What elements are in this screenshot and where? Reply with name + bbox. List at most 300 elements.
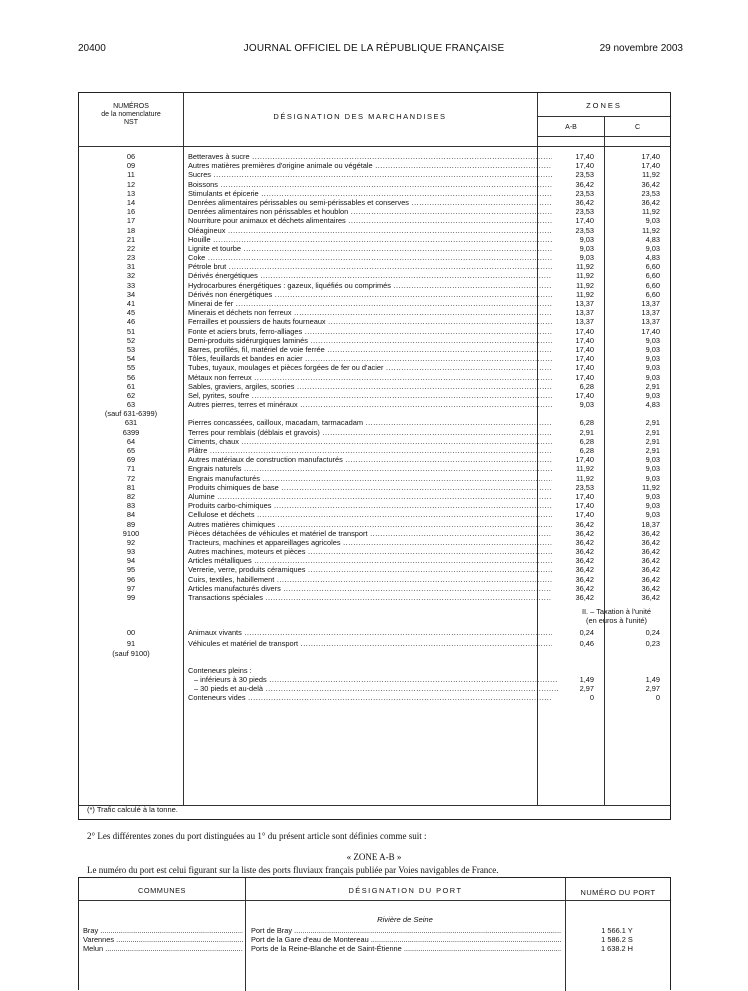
rate-zone-ab: 9,03: [579, 234, 594, 244]
rate-zone-c: 9,03: [645, 491, 660, 501]
port-designation: Port de la Gare d'eau de Montereau .....: [251, 935, 561, 944]
rate-zone-ab: 6,28: [579, 381, 594, 391]
rate-zone-c: 17,40: [641, 161, 660, 171]
tariff-row: [79, 308, 670, 317]
rate-zone-ab: 11,92: [576, 289, 594, 299]
nst-code: 22: [126, 243, 136, 253]
nst-code: (sauf 9100): [112, 648, 150, 658]
tariff-row: [79, 391, 670, 400]
nst-code: 83: [126, 501, 136, 511]
rate-zone-c: 9,03: [645, 372, 660, 382]
rate-zone-ab: 17,40: [575, 161, 594, 171]
rate-zone-ab: 0,24: [579, 628, 594, 638]
rate-zone-c: 9,03: [645, 335, 660, 345]
tariff-row: [79, 336, 670, 345]
nst-code: 34: [126, 289, 136, 299]
tariff-row: [79, 161, 670, 170]
goods-designation: Autres matières premières d'origine animale ou végétale .....: [188, 161, 552, 170]
tariff-row: [79, 189, 670, 198]
tariff-row: [79, 538, 670, 547]
nst-code: 631: [124, 418, 138, 428]
tariff-row: [79, 235, 670, 244]
tariff-row: [79, 400, 670, 409]
goods-designation: – inférieurs à 30 pieds .....: [188, 675, 558, 684]
nst-code: 17: [126, 216, 136, 226]
goods-designation: Minerai de fer .....: [188, 299, 552, 308]
rate-zone-c: 6,60: [645, 271, 660, 281]
rate-zone-ab: 11,92: [576, 464, 594, 474]
tariff-row: [79, 510, 670, 519]
goods-designation: Nourriture pour animaux et déchets alimentaires .....: [188, 216, 552, 225]
nst-code: 6399: [122, 427, 140, 437]
tariff-row: [79, 244, 670, 253]
tariff-row: [79, 639, 670, 648]
header-divider: [79, 146, 670, 147]
footnote: (*) Trafic calculé à la tonne.: [87, 805, 178, 814]
tariff-row: [79, 556, 670, 565]
nst-code: 18: [126, 225, 136, 235]
rate-zone-ab: 17,40: [575, 326, 594, 336]
nst-code: 13: [126, 188, 136, 198]
tariff-row: [79, 216, 670, 225]
rate-zone-ab: 36,42: [575, 197, 594, 207]
rate-zone-ab: 2,91: [579, 427, 594, 437]
nst-code: 32: [126, 271, 136, 281]
goods-designation: Alumine .....: [188, 492, 552, 501]
rate-zone-ab: 17,40: [575, 354, 594, 364]
publication-date: 29 novembre 2003: [599, 43, 683, 54]
nst-code: 31: [126, 262, 136, 272]
rate-zone-c: 36,42: [641, 547, 660, 557]
rate-zone-c: 2,91: [645, 427, 660, 437]
header-divider: [79, 900, 670, 901]
rate-zone-c: 4,83: [645, 253, 660, 263]
rate-zone-ab: 23,53: [575, 170, 594, 180]
goods-designation: Oléagineux .....: [188, 226, 552, 235]
row-divider: [537, 116, 670, 117]
rate-zone-c: 36,42: [641, 565, 660, 575]
rate-zone-c: 9,03: [645, 363, 660, 373]
rate-zone-ab: 23,53: [575, 188, 594, 198]
column-header-zones: ZONES: [586, 101, 622, 110]
goods-designation: Demi-produits sidérurgiques laminés .....: [188, 336, 552, 345]
port-row: [79, 926, 670, 935]
rate-zone-ab: 0: [589, 693, 594, 703]
tariff-row: [79, 180, 670, 189]
nst-code: 93: [126, 547, 136, 557]
goods-designation: Houille .....: [188, 235, 552, 244]
tariff-row: [79, 207, 670, 216]
port-row: [79, 935, 670, 944]
rate-zone-c: 0: [655, 693, 660, 703]
rate-zone-c: 6,60: [645, 262, 660, 272]
rate-zone-c: 9,03: [645, 473, 660, 483]
tariff-row: [79, 593, 670, 602]
nst-code: 09: [126, 161, 136, 171]
nst-code: 99: [126, 593, 136, 602]
nst-code: 95: [126, 565, 136, 575]
rate-zone-c: 2,91: [645, 381, 660, 391]
goods-designation: Dérivés non énergétiques .....: [188, 290, 552, 299]
port-number: 1 638.2 H: [600, 944, 634, 953]
nst-code: 94: [126, 556, 136, 566]
rate-zone-ab: 6,28: [579, 436, 594, 446]
rate-zone-c: 9,03: [645, 354, 660, 364]
goods-designation: Terres pour remblais (déblais et gravois) .....: [188, 428, 552, 437]
rate-zone-ab: 13,37: [575, 317, 594, 327]
goods-designation: Autres machines, moteurs et pièces .....: [188, 547, 552, 556]
column-header-zone-c: C: [634, 124, 641, 131]
rate-zone-ab: 11,92: [576, 473, 594, 483]
commune-name: Bray .....: [83, 926, 243, 935]
nst-code: 53: [126, 344, 136, 354]
rate-zone-ab: 36,42: [575, 574, 594, 584]
nst-code: 55: [126, 363, 136, 373]
tariff-row: [79, 363, 670, 372]
rate-zone-c: 17,40: [641, 326, 660, 336]
rate-zone-c: 9,03: [645, 344, 660, 354]
rate-zone-c: 1,49: [645, 674, 660, 684]
goods-designation: Stimulants et épicerie .....: [188, 189, 552, 198]
nst-code: 9100: [122, 528, 140, 538]
rate-zone-c: 9,03: [645, 455, 660, 465]
goods-designation: Sel, pyrites, soufre .....: [188, 391, 552, 400]
goods-designation: Lignite et tourbe .....: [188, 244, 552, 253]
tariff-row: [79, 575, 670, 584]
goods-designation: Dérivés énergétiques .....: [188, 271, 552, 280]
nst-code: 71: [126, 464, 136, 474]
river-heading: Rivière de Seine: [377, 915, 433, 924]
rate-zone-ab: 17,40: [575, 363, 594, 373]
rate-zone-c: 2,91: [645, 446, 660, 455]
rate-zone-ab: 11,92: [576, 280, 594, 290]
rate-zone-c: 36,42: [641, 574, 660, 584]
rate-zone-c: 11,92: [642, 225, 660, 235]
tariff-row: [79, 428, 670, 437]
commune-name: Melun .....: [83, 944, 243, 953]
goods-designation: Articles manufacturés divers .....: [188, 584, 552, 593]
goods-designation: Tubes, tuyaux, moulages et pièces forgées de fer ou d'acier .....: [188, 363, 552, 372]
rate-zone-c: 0,24: [645, 628, 660, 638]
goods-designation: Pièces détachées de véhicules et matériel de transport .....: [188, 529, 552, 538]
goods-designation: Pierres concassées, cailloux, macadam, tarmacadam .....: [188, 418, 552, 427]
nst-code: 97: [126, 583, 136, 593]
tariff-row: [79, 529, 670, 538]
rate-zone-c: 4,83: [645, 400, 660, 410]
nst-code: 11: [127, 170, 135, 180]
nst-code: 23: [126, 253, 136, 263]
nst-code: 82: [126, 491, 136, 501]
rate-zone-ab: 6,28: [579, 418, 594, 428]
rate-zone-c: 9,03: [645, 510, 660, 520]
goods-designation: Autres matériaux de construction manufacturés .....: [188, 455, 552, 464]
rate-zone-ab: 17,40: [575, 372, 594, 382]
rate-zone-ab: 11,92: [576, 271, 594, 281]
nst-code: 12: [126, 179, 136, 189]
rate-zone-c: 13,37: [641, 308, 660, 318]
port-number: 1 566.1 Y: [601, 926, 633, 935]
tariff-row: [79, 628, 670, 637]
nst-code: 84: [126, 510, 136, 520]
goods-designation: Sucres .....: [188, 170, 552, 179]
goods-designation: Produits carbo-chimiques .....: [188, 501, 552, 510]
goods-designation: Betteraves à sucre .....: [188, 152, 552, 161]
rate-zone-c: 36,42: [641, 179, 660, 189]
rate-zone-ab: 17,40: [575, 152, 594, 161]
rate-zone-ab: 36,42: [575, 528, 594, 538]
rate-zone-ab: 17,40: [575, 455, 594, 465]
tariff-row: [79, 354, 670, 363]
goods-designation: Hydrocarbures énergétiques : gazeux, liquéfiés ou comprimés .....: [188, 281, 552, 290]
rate-zone-ab: 1,49: [579, 674, 594, 684]
nst-code: 62: [126, 390, 136, 400]
port-row: [79, 944, 670, 953]
rate-zone-ab: 9,03: [579, 253, 594, 263]
rate-zone-c: 36,42: [641, 537, 660, 547]
goods-designation: Plâtre .....: [188, 446, 552, 455]
rate-zone-ab: 17,40: [575, 510, 594, 520]
nst-code: 46: [126, 317, 136, 327]
nst-code: 45: [126, 308, 136, 318]
port-number-paragraph: Le numéro du port est celui figurant sur la liste des ports fluviaux français publiée par Voies navigables de France.: [87, 865, 499, 875]
tariff-row: [79, 290, 670, 299]
rate-zone-ab: 36,42: [575, 556, 594, 566]
rate-zone-ab: 36,42: [575, 179, 594, 189]
nst-code: 00: [126, 628, 136, 638]
commune-name: Varennes .....: [83, 935, 243, 944]
tariff-row: [79, 455, 670, 464]
rate-zone-ab: 36,42: [575, 547, 594, 557]
rate-zone-c: 18,37: [641, 519, 660, 529]
goods-designation: Coke .....: [188, 253, 552, 262]
tariff-row: [79, 464, 670, 473]
rate-zone-c: 36,42: [641, 556, 660, 566]
nst-code: 65: [126, 446, 136, 455]
column-header-communes: COMMUNES: [138, 886, 186, 895]
containers-heading: Conteneurs pleins :: [188, 665, 252, 675]
nst-code: 51: [126, 326, 136, 336]
rate-zone-c: 9,03: [645, 501, 660, 511]
tariff-row: [79, 152, 670, 161]
nst-code: 69: [126, 455, 136, 465]
tariff-row: [79, 262, 670, 271]
goods-designation: Animaux vivants .....: [188, 628, 552, 637]
tariff-row: [79, 565, 670, 574]
goods-designation: Cellulose et déchets .....: [188, 510, 552, 519]
tariff-row: [79, 382, 670, 391]
row-divider: [537, 136, 670, 137]
nst-code: 33: [126, 280, 136, 290]
tariff-row: [79, 584, 670, 593]
rate-zone-ab: 23,53: [575, 482, 594, 492]
rate-zone-c: 36,42: [641, 593, 660, 602]
goods-designation: Sables, graviers, argiles, scories .....: [188, 382, 552, 391]
tariff-row: [79, 693, 670, 702]
tariff-rows: [79, 152, 670, 703]
goods-designation: Engrais manufacturés .....: [188, 474, 552, 483]
nst-code: 96: [126, 574, 136, 584]
goods-designation: Barres, profilés, fil, matériel de voie ferrée .....: [188, 345, 552, 354]
rate-zone-c: 36,42: [641, 583, 660, 593]
goods-designation: Minerais et déchets non ferreux .....: [188, 308, 552, 317]
tariff-row: [79, 483, 670, 492]
tariff-row: [79, 345, 670, 354]
nst-code: 72: [126, 473, 136, 483]
rate-zone-ab: 2,97: [579, 684, 594, 694]
tariff-row: [79, 317, 670, 326]
nst-code: 06: [126, 152, 136, 161]
nst-code: 63: [126, 400, 136, 410]
rate-zone-c: 11,92: [642, 482, 660, 492]
containers-heading-row: [79, 666, 670, 675]
tariff-row: [79, 520, 670, 529]
goods-designation: Véhicules et matériel de transport .....: [188, 639, 552, 648]
rate-zone-ab: 9,03: [579, 400, 594, 410]
rate-zone-c: 36,42: [641, 528, 660, 538]
nst-code: 81: [126, 482, 136, 492]
tariff-row: [79, 299, 670, 308]
zone-title: « ZONE A-B »: [346, 852, 402, 862]
goods-designation: Autres matières chimiques .....: [188, 520, 552, 529]
tariff-row: [79, 418, 670, 427]
rate-zone-ab: 13,37: [575, 308, 594, 318]
rate-zone-ab: 36,42: [575, 519, 594, 529]
rate-zone-c: 9,03: [645, 390, 660, 400]
rate-zone-ab: 23,53: [575, 225, 594, 235]
goods-designation: Denrées alimentaires périssables ou semi-périssables et conserves .....: [188, 198, 552, 207]
rate-zone-c: 2,91: [645, 436, 660, 446]
column-header-code: NUMÉROS de la nomenclature NST: [101, 103, 161, 126]
rate-zone-c: 13,37: [641, 317, 660, 327]
rate-zone-c: 11,92: [642, 170, 660, 180]
goods-designation: Autres pierres, terres et minéraux .....: [188, 400, 552, 409]
nst-code: 61: [126, 381, 136, 391]
rate-zone-c: 23,53: [641, 188, 660, 198]
rate-zone-c: 2,91: [645, 418, 660, 428]
goods-designation: Transactions spéciales .....: [188, 593, 552, 602]
tariff-row: [79, 253, 670, 262]
rate-zone-c: 13,37: [641, 299, 660, 308]
rate-zone-ab: 36,42: [575, 565, 594, 575]
rate-zone-c: 11,92: [642, 207, 660, 217]
tariff-row: [79, 547, 670, 556]
column-header-port: DÉSIGNATION DU PORT: [348, 886, 463, 895]
goods-designation: Engrais naturels .....: [188, 464, 552, 473]
nst-code: 56: [126, 372, 136, 382]
port-designation: Ports de la Reine-Blanche et de Saint-Étienne .....: [251, 944, 561, 953]
goods-designation: Tracteurs, machines et appareillages agricoles .....: [188, 538, 552, 547]
rate-zone-ab: 17,40: [575, 390, 594, 400]
goods-designation: Ferrailles et poussiers de hauts fourneaux .....: [188, 317, 552, 326]
rate-zone-ab: 23,53: [575, 207, 594, 217]
port-designation: Port de Bray .....: [251, 926, 561, 935]
goods-designation: Boissons .....: [188, 180, 552, 189]
rate-zone-ab: 17,40: [575, 344, 594, 354]
rate-zone-c: 0,23: [645, 639, 660, 649]
nst-code: 21: [126, 234, 136, 244]
tariff-row: [79, 327, 670, 336]
rate-zone-c: 4,83: [645, 234, 660, 244]
goods-designation: Pétrole brut .....: [188, 262, 552, 271]
tariff-table: [78, 92, 671, 820]
rate-zone-c: 6,60: [645, 289, 660, 299]
nst-code: 89: [126, 519, 136, 529]
tariff-row: [79, 649, 670, 658]
rate-zone-ab: 17,40: [575, 491, 594, 501]
rate-zone-ab: 13,37: [575, 299, 594, 308]
rate-zone-ab: 17,40: [575, 216, 594, 226]
tariff-row: [79, 684, 670, 693]
nst-code: 64: [126, 436, 136, 446]
tariff-row: [79, 226, 670, 235]
tariff-row: [79, 675, 670, 684]
goods-designation: Cuirs, textiles, habillement .....: [188, 575, 552, 584]
rate-zone-ab: 6,28: [579, 446, 594, 455]
rate-zone-c: 2,97: [645, 684, 660, 694]
ports-table: [78, 877, 671, 990]
tariff-row: [79, 437, 670, 446]
nst-code: 92: [126, 537, 136, 547]
rate-zone-ab: 0,46: [579, 639, 594, 649]
rate-zone-ab: 36,42: [575, 593, 594, 602]
goods-designation: Ciments, chaux .....: [188, 437, 552, 446]
tariff-row: [79, 281, 670, 290]
goods-designation: Produits chimiques de base .....: [188, 483, 552, 492]
zones-paragraph: 2° Les différentes zones du port distinguées au 1° du présent article sont définies comme suit :: [87, 831, 427, 841]
rate-zone-c: 9,03: [645, 216, 660, 226]
nst-code: (sauf 631-6399): [104, 409, 158, 419]
goods-designation: Tôles, feuillards et bandes en acier .....: [188, 354, 552, 363]
rate-zone-c: 9,03: [645, 243, 660, 253]
tariff-row: [79, 474, 670, 483]
tariff-row: [79, 373, 670, 382]
rate-zone-c: 36,42: [641, 197, 660, 207]
column-header-port-number: NUMÉRO DU PORT: [580, 888, 656, 897]
rate-zone-ab: 36,42: [575, 583, 594, 593]
nst-code: 16: [126, 207, 136, 217]
tariff-row: [79, 198, 670, 207]
rate-zone-c: 6,60: [645, 280, 660, 290]
nst-code: 14: [126, 197, 136, 207]
rate-zone-ab: 17,40: [575, 501, 594, 511]
nst-code: 54: [126, 354, 136, 364]
rate-zone-ab: 17,40: [575, 335, 594, 345]
tariff-row: [79, 501, 670, 510]
rate-zone-ab: 11,92: [576, 262, 594, 272]
rate-zone-c: 17,40: [641, 152, 660, 161]
page-number: 20400: [78, 43, 106, 54]
journal-title: JOURNAL OFFICIEL DE LA RÉPUBLIQUE FRANÇAISE: [243, 43, 505, 54]
goods-designation: Métaux non ferreux .....: [188, 373, 552, 382]
unit-taxation-heading: II. – Taxation à l'unité (en euros à l'unité): [581, 607, 652, 626]
nst-code: 91: [126, 639, 136, 649]
goods-designation: Conteneurs vides .....: [188, 693, 552, 702]
nst-code: 41: [126, 299, 136, 308]
rate-zone-ab: 36,42: [575, 537, 594, 547]
tariff-row: [79, 271, 670, 280]
tariff-row: [79, 409, 670, 418]
tariff-row: [79, 170, 670, 179]
column-header-designation: DÉSIGNATION DES MARCHANDISES: [273, 112, 447, 121]
nst-code: 52: [126, 335, 136, 345]
goods-designation: – 30 pieds et au-delà .....: [188, 684, 558, 693]
goods-designation: Denrées alimentaires non périssables et houblon .....: [188, 207, 552, 216]
goods-designation: Fonte et aciers bruts, ferro-alliages .....: [188, 327, 552, 336]
goods-designation: Verrerie, verre, produits céramiques .....: [188, 565, 552, 574]
goods-designation: Articles métalliques .....: [188, 556, 552, 565]
port-number: 1 586.2 S: [601, 935, 633, 944]
rate-zone-ab: 9,03: [579, 243, 594, 253]
